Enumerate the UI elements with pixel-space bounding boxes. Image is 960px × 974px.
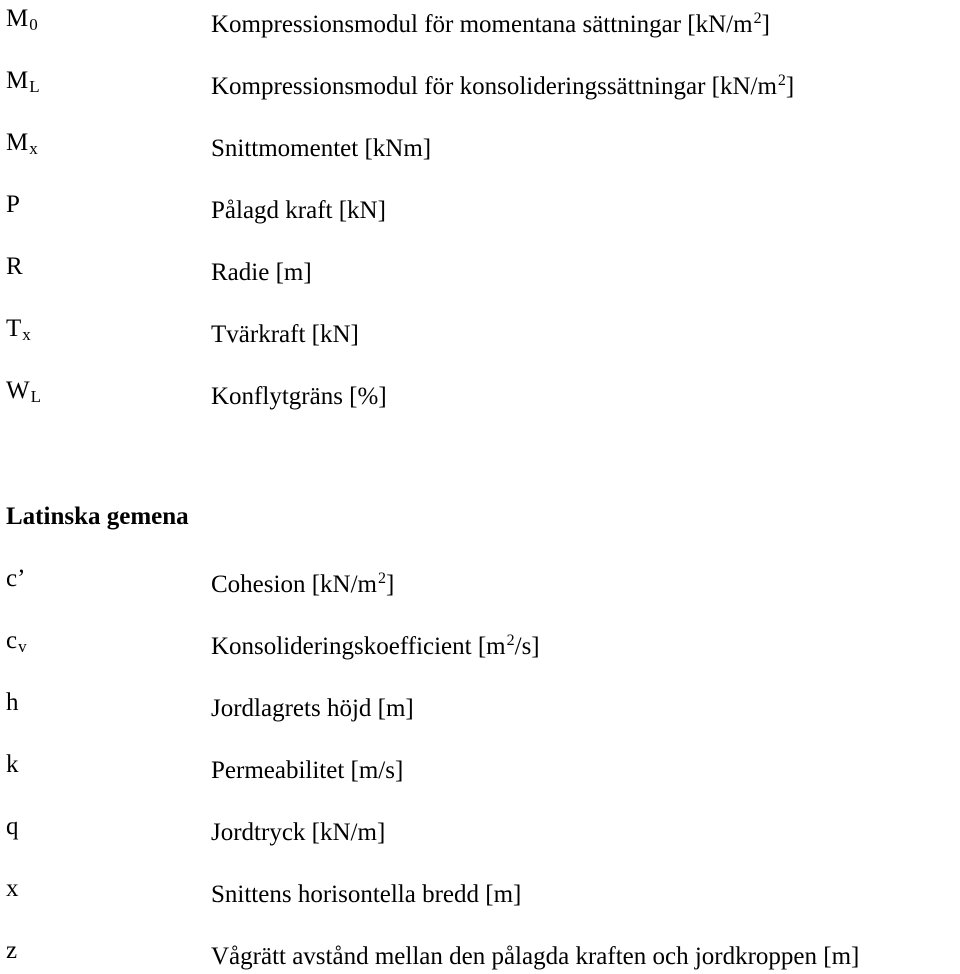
- symbol-row-ml: [0, 64, 960, 98]
- symbol-row-x: [0, 872, 960, 906]
- description: Cohesion $[kN/m^2]$: [211, 570, 395, 598]
- symbol-row-tx: [0, 312, 960, 346]
- symbol: $W_L$: [6, 377, 41, 406]
- symbol-row-h: [0, 686, 960, 720]
- description: Snittmomentet [kNm]: [211, 135, 432, 162]
- symbol: $M_x$: [6, 129, 38, 158]
- symbol: x: [6, 875, 19, 902]
- description: Konflytgräns [%]: [211, 383, 387, 410]
- description: Snittens horisontella bredd [m]: [211, 881, 522, 908]
- symbol-row-c-prime: [0, 562, 960, 596]
- description: Permeabilitet [m/s]: [211, 757, 404, 784]
- symbol: q: [6, 813, 19, 840]
- symbol-row-mx: [0, 126, 960, 160]
- section-heading: Latinska gemena: [6, 503, 189, 530]
- symbol-row-m0: [0, 2, 960, 36]
- symbol: $T_x$: [6, 315, 31, 344]
- symbol: c’: [6, 565, 26, 592]
- description: Kompressionsmodul för momentana sättningar $[kN/m^2]$: [211, 10, 770, 38]
- description: Kompressionsmodul för konsolideringssättningar $[kN/m^2]$: [211, 72, 795, 100]
- symbol: $c_v$: [6, 627, 27, 656]
- symbol-row-p: [0, 188, 960, 222]
- symbol: $M_L$: [6, 67, 40, 96]
- symbol-row-r: [0, 250, 960, 284]
- description: Vågrätt avstånd mellan den pålagda kraften och jordkroppen [m]: [211, 943, 860, 970]
- description: Jordtryck [kN/m]: [211, 819, 386, 846]
- description: Jordlagrets höjd [m]: [211, 695, 414, 722]
- symbol: R: [6, 253, 23, 280]
- symbol-row-wl: [0, 374, 960, 408]
- symbol: P: [6, 191, 20, 218]
- symbol: $M_0$: [6, 5, 38, 34]
- symbol: k: [6, 751, 19, 778]
- description: Konsolideringskoefficient $[m^2/s]$: [211, 632, 540, 660]
- symbol: z: [6, 937, 18, 964]
- description: Radie [m]: [211, 259, 312, 286]
- symbol-row-k: [0, 748, 960, 782]
- symbol-row-z: [0, 934, 960, 968]
- symbol-row-cv: [0, 624, 960, 658]
- symbol-row-q: [0, 810, 960, 844]
- symbol: h: [6, 689, 19, 716]
- description: Pålagd kraft [kN]: [211, 197, 386, 224]
- description: Tvärkraft [kN]: [211, 321, 359, 348]
